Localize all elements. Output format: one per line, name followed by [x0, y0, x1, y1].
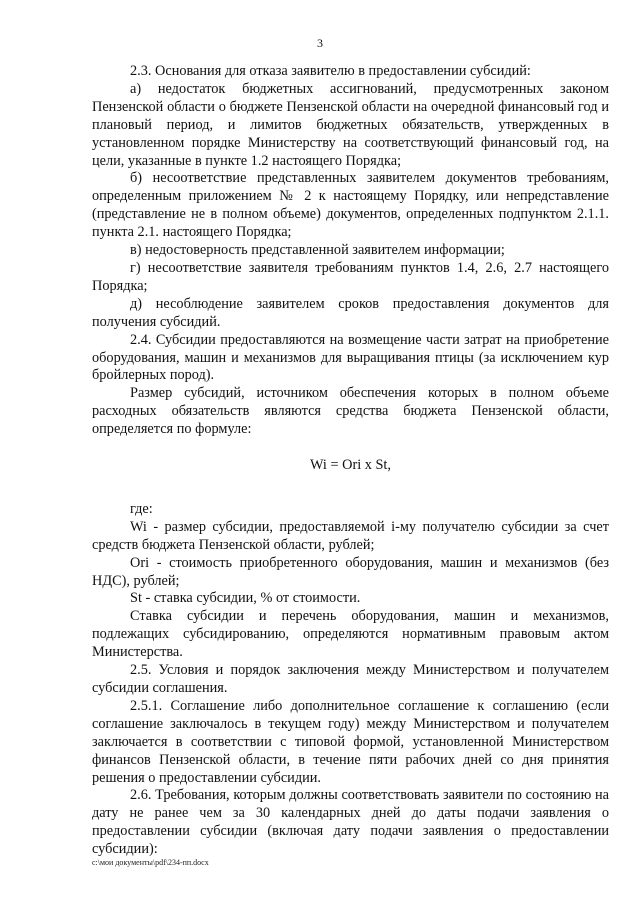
paragraph-item-g: г) несоответствие заявителя требованиям пунктов 1.4, 2.6, 2.7 настоящего Порядка;: [92, 259, 609, 294]
paragraph-2-5-1: 2.5.1. Соглашение либо дополнительное соглашение к соглашению (если соглашение заключалось в текущем году) между Министерством и получателем заключается в соответствии с типовой формой, установленной Министерством финансов Пензенской области, в течение пяти рабочих дней со дня принятия решения о предоставлении субсидии.: [92, 697, 609, 786]
paragraph-where: где:: [130, 500, 153, 517]
paragraph-item-d: д) несоблюдение заявителем сроков предоставления документов для получения субсидий.: [92, 295, 609, 330]
paragraph-2-3-heading: 2.3. Основания для отказа заявителю в предоставлении субсидий:: [130, 63, 531, 79]
formula: Wi = Ori x St,: [310, 457, 391, 474]
page-number: 3: [317, 36, 323, 50]
paragraph-ori-definition: Ori - стоимость приобретенного оборудования, машин и механизмов (без НДС), рублей;: [92, 554, 609, 589]
footer-file-path: c:\мои документы\pdf\234-пп.docx: [92, 858, 209, 867]
document-body: [92, 63, 609, 859]
paragraph-item-v: в) недостоверность представленной заявителем информации;: [130, 242, 505, 259]
paragraph-item-b: б) несоответствие представленных заявителем документов требованиям, определенным приложением № 2 к настоящему Порядку, или непредставление (представление не в полном объеме) документов, определенных подпунктом 2.1.1. пункта 2.1. настоящего Порядка;: [92, 170, 609, 241]
paragraph-2-4: 2.4. Субсидии предоставляются на возмещение части затрат на приобретение оборудования, машин и механизмов для выращивания птицы (за исключением кур бройлерных пород).: [92, 331, 609, 384]
paragraph-2-5: 2.5. Условия и порядок заключения между Министерством и получателем субсидии соглашения.: [92, 662, 609, 696]
paragraph-subsidy-size: Размер субсидий, источником обеспечения которых в полном объеме расходных обязательств являются средства бюджета Пензенской области, определяется по формуле:: [92, 385, 609, 438]
paragraph-st-definition: St - ставка субсидии, % от стоимости.: [130, 590, 361, 607]
paragraph-rate-list: Ставка субсидии и перечень оборудования, машин и механизмов, подлежащих субсидированию, определяются нормативным правовым актом Министерства.: [92, 608, 609, 661]
paragraph-wi-definition: Wi - размер субсидии, предоставляемой i-му получателю субсидии за счет средств бюджета Пензенской области, рублей;: [92, 518, 609, 553]
paragraph-item-a: а) недостаток бюджетных ассигнований, предусмотренных законом Пензенской области о бюджете Пензенской области на очередной финансовый год и плановый период, и лимитов бюджетных обязательств, утвержденных в установленном порядке Министерству на соответствующий финансовый год, на цели, указанные в пункте 1.2 настоящего Порядка;: [92, 80, 609, 169]
paragraph-2-6: 2.6. Требования, которым должны соответствовать заявители по состоянию на дату не ранее чем за 30 календарных дней до даты подачи заявления о предоставлении субсидии (включая дату подачи заявления о предоставлении субсидии):: [92, 787, 609, 858]
